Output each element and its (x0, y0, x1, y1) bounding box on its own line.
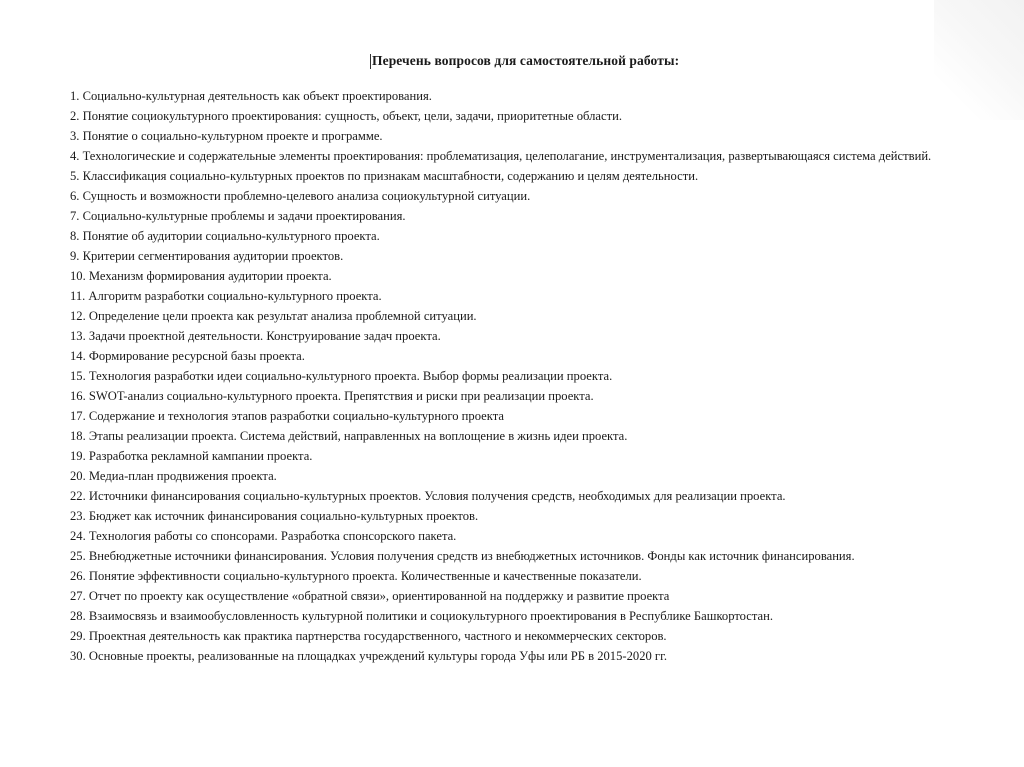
list-item: 29. Проектная деятельность как практика партнерства государственного, частного и некоммерческих секторов. (70, 629, 667, 643)
list-item: 30. Основные проекты, реализованные на площадках учреждений культуры города Уфы или РБ в 2015-2020 гг. (70, 649, 667, 663)
list-item: 5. Классификация социально-культурных проектов по признакам масштабности, содержанию и целям деятельности. (70, 169, 699, 183)
list-item: 19. Разработка рекламной кампании проекта. (70, 449, 313, 463)
list-item: 6. Сущность и возможности проблемно-целевого анализа социокультурной ситуации. (70, 189, 531, 203)
list-item: 27. Отчет по проекту как осуществление «обратной связи», ориентированной на поддержку и развитие проекта (70, 589, 670, 603)
list-item: 25. Внебюджетные источники финансирования. Условия получения средств из внебюджетных источников. Фонды как источник финансирования. (70, 549, 855, 563)
list-item: 1. Социально-культурная деятельность как объект проектирования. (70, 89, 432, 103)
list-item: 9. Критерии сегментирования аудитории проектов. (70, 249, 344, 263)
list-item: 17. Содержание и технология этапов разработки социально-культурного проекта (70, 409, 504, 423)
list-item: 28. Взаимосвязь и взаимообусловленность культурной политики и социокультурного проектирования в Республике Башкортостан. (70, 609, 774, 623)
list-item: 12. Определение цели проекта как результат анализа проблемной ситуации. (70, 309, 477, 323)
list-item: 7. Социально-культурные проблемы и задачи проектирования. (70, 209, 406, 223)
list-item: 16. SWOT-анализ социально-культурного проекта. Препятствия и риски при реализации проекта. (70, 389, 594, 403)
list-item: 4. Технологические и содержательные элементы проектирования: проблематизация, целеполагание, инструментализация, развертывающаяся система действий. (70, 149, 932, 163)
list-item: 14. Формирование ресурсной базы проекта. (70, 349, 305, 363)
list-item: 15. Технология разработки идеи социально-культурного проекта. Выбор формы реализации проекта. (70, 369, 613, 383)
list-item: 3. Понятие о социально-культурном проекте и программе. (70, 129, 383, 143)
list-item: 20. Медиа-план продвижения проекта. (70, 469, 277, 483)
list-item: 26. Понятие эффективности социально-культурного проекта. Количественные и качественные показатели. (70, 569, 642, 583)
question-list (70, 86, 970, 666)
list-item: 10. Механизм формирования аудитории проекта. (70, 269, 332, 283)
list-item: 22. Источники финансирования социально-культурных проектов. Условия получения средств, необходимых для реализации проекта. (70, 489, 786, 503)
list-item: 8. Понятие об аудитории социально-культурного проекта. (70, 229, 380, 243)
list-item: 11. Алгоритм разработки социально-культурного проекта. (70, 289, 382, 303)
list-item: 13. Задачи проектной деятельности. Конструирование задач проекта. (70, 329, 441, 343)
list-item: 2. Понятие социокультурного проектирования: сущность, объект, цели, задачи, приоритетные области. (70, 109, 622, 123)
list-item: 18. Этапы реализации проекта. Система действий, направленных на воплощение в жизнь идеи проекта. (70, 429, 628, 443)
document-title: Перечень вопросов для самостоятельной работы: (372, 53, 680, 68)
list-item: 23. Бюджет как источник финансирования социально-культурных проектов. (70, 509, 479, 523)
list-item: 24. Технология работы со спонсорами. Разработка спонсорского пакета. (70, 529, 457, 543)
